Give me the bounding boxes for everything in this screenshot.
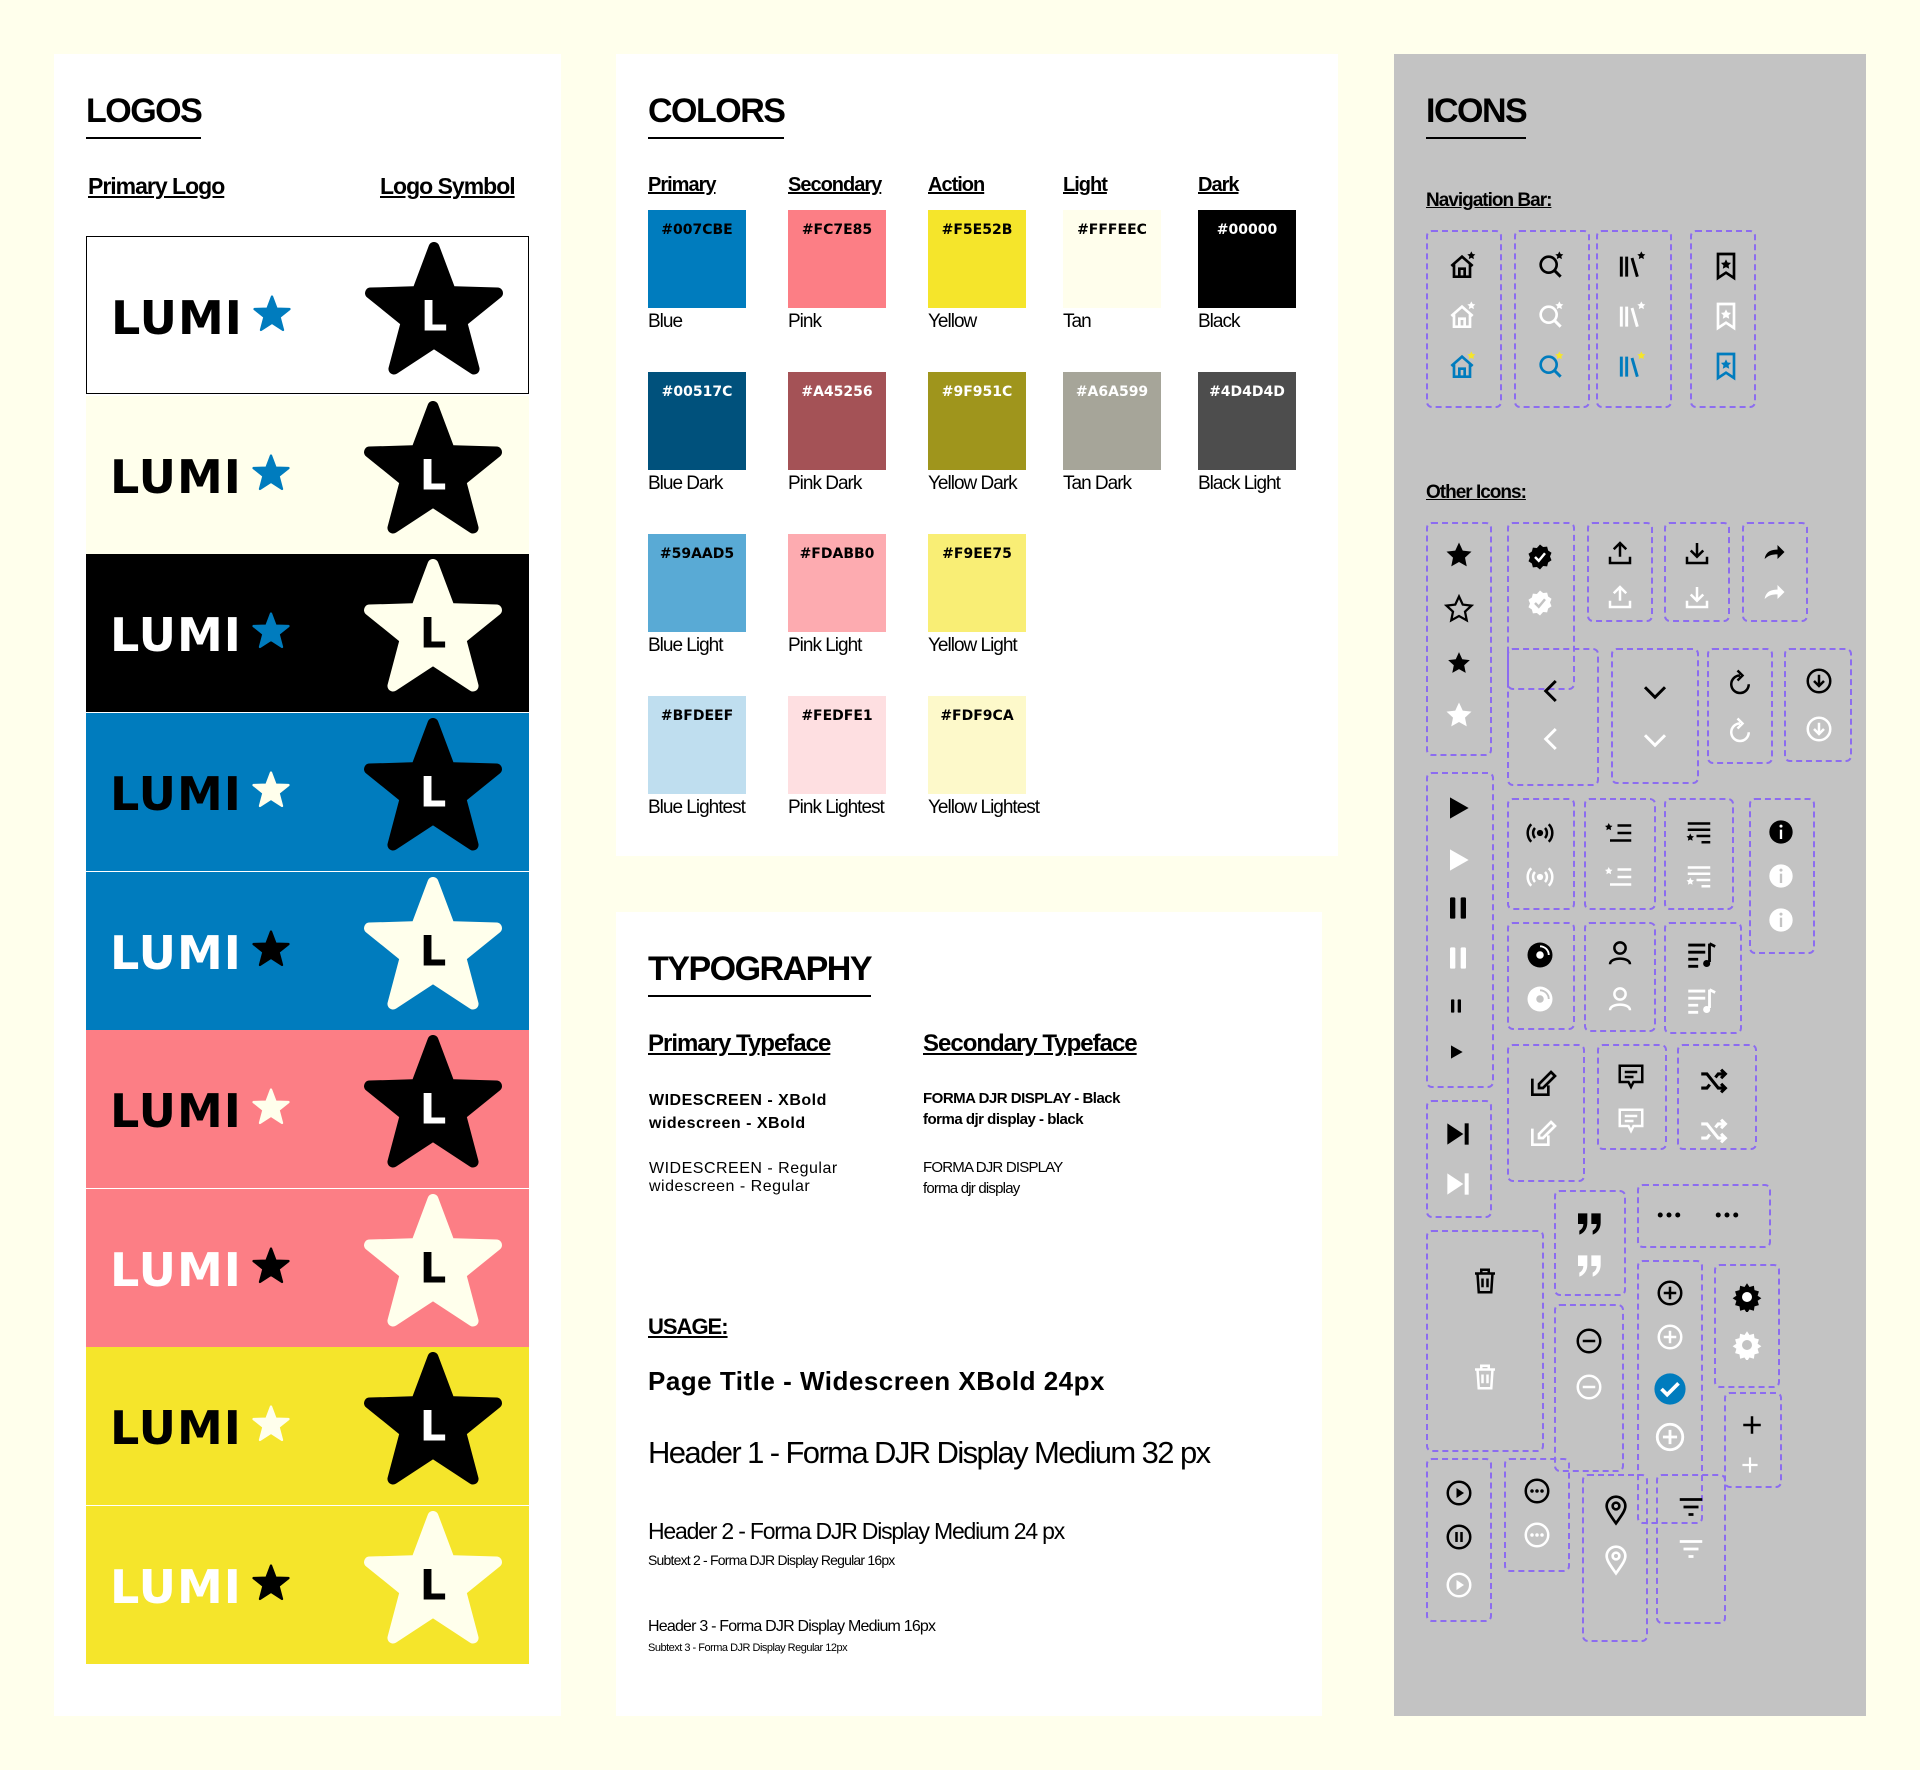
color-name-label: Blue Light [648, 635, 723, 656]
logo-symbol-star-icon [361, 877, 505, 1015]
usage-header3: Header 3 - Forma DJR Display Medium 16px [648, 1618, 936, 1635]
color-name-label: Yellow Dark [928, 473, 1017, 494]
color-name-label: Pink [788, 311, 821, 332]
secondary-black-upper: FORMA DJR DISPLAY - Black [923, 1090, 1120, 1107]
refresh-icon[interactable] [1725, 668, 1755, 698]
pause-circle-icon[interactable] [1444, 1522, 1474, 1552]
color-name-label: Blue Lightest [648, 797, 745, 818]
primary-logo-label: Primary Logo [88, 173, 225, 199]
icon-group-frame [1507, 1044, 1585, 1182]
settings-icon[interactable] [1732, 1282, 1762, 1312]
logo-symbol-star-icon [361, 1194, 505, 1332]
wordmark-star-icon [252, 454, 290, 492]
music-list-icon[interactable] [1684, 984, 1718, 1018]
logo-symbol-letter: L [419, 1085, 447, 1134]
color-name-label: Blue Dark [648, 473, 723, 494]
plus-circle-icon[interactable] [1653, 1420, 1687, 1454]
lumi-wordmark: LUMI [110, 767, 242, 821]
upload-icon[interactable] [1605, 538, 1635, 568]
info-icon[interactable] [1767, 818, 1795, 846]
icon-group-frame [1611, 648, 1699, 784]
color-hex-label: #FDF9CA [940, 708, 1014, 724]
search-icon[interactable] [1534, 300, 1566, 332]
chevron-down-icon[interactable] [1640, 676, 1670, 706]
pause-icon[interactable] [1442, 942, 1474, 974]
wordmark-star-icon [252, 1405, 290, 1443]
wordmark-star-icon [252, 612, 290, 650]
color-swatch [648, 210, 746, 308]
icon-group-frame [1584, 798, 1656, 910]
comment-icon[interactable] [1616, 1106, 1646, 1136]
usage-header2: Header 2 - Forma DJR Display Medium 24 px [648, 1518, 1065, 1544]
colors-title: COLORS [648, 92, 784, 139]
other-icons-label: Other Icons: [1426, 482, 1526, 503]
pause-icon[interactable] [1442, 892, 1474, 924]
broadcast-icon[interactable] [1525, 862, 1555, 892]
wordmark-star-icon [253, 295, 291, 333]
color-swatch [928, 210, 1026, 308]
color-swatch [788, 210, 886, 308]
bookmark-icon[interactable] [1710, 300, 1742, 332]
color-column-dark: Dark [1198, 174, 1239, 196]
filter-icon[interactable] [1676, 1492, 1706, 1522]
verified-badge-icon[interactable] [1525, 542, 1555, 572]
logos-title: LOGOS [86, 92, 201, 139]
secondary-regular-lower: forma djr display [923, 1180, 1020, 1197]
library-icon[interactable] [1616, 250, 1648, 282]
color-swatch [1063, 210, 1161, 308]
chevron-down-icon[interactable] [1640, 724, 1670, 754]
logo-symbol-letter: L [419, 927, 447, 976]
logo-symbol-star-icon [361, 718, 505, 856]
vinyl-icon[interactable] [1525, 984, 1555, 1014]
skip-next-icon[interactable] [1442, 1118, 1474, 1150]
usage-subtext2: Subtext 2 - Forma DJR Display Regular 16px [648, 1552, 895, 1568]
share-icon[interactable] [1760, 538, 1788, 566]
logo-variant-row [86, 1347, 529, 1505]
logo-variant-row [86, 1506, 529, 1664]
color-swatch [648, 696, 746, 794]
queue-add-icon[interactable] [1605, 818, 1635, 848]
play-icon[interactable] [1442, 844, 1474, 876]
icon-group-frame [1426, 1230, 1544, 1452]
search-icon[interactable] [1534, 250, 1566, 282]
home-icon[interactable] [1446, 250, 1478, 282]
color-hex-label: #F9EE75 [942, 546, 1012, 562]
more-icon[interactable] [1712, 1200, 1742, 1230]
trash-icon[interactable] [1470, 1362, 1500, 1392]
verified-badge-icon[interactable] [1525, 588, 1555, 618]
primary-regular-upper: WIDESCREEN - Regular [649, 1160, 838, 1177]
secondary-black-lower: forma djr display - black [923, 1111, 1084, 1128]
logo-variant-row [86, 1030, 529, 1188]
color-swatch [648, 534, 746, 632]
color-swatch [788, 696, 886, 794]
vinyl-icon[interactable] [1525, 940, 1555, 970]
trash-icon[interactable] [1470, 1266, 1500, 1296]
primary-bold-upper: WIDESCREEN - XBold [649, 1092, 827, 1109]
typography-title: TYPOGRAPHY [648, 950, 871, 997]
color-hex-label: #FFFEEC [1077, 222, 1147, 238]
share-icon[interactable] [1760, 578, 1788, 606]
logo-symbol-star-icon [361, 1352, 505, 1490]
color-hex-label: #00517C [661, 384, 733, 400]
star-icon[interactable] [1446, 650, 1472, 676]
broadcast-icon[interactable] [1525, 818, 1555, 848]
star-icon[interactable] [1444, 700, 1474, 730]
color-hex-label: #9F951C [941, 384, 1013, 400]
color-hex-label: #BFDEEF [660, 708, 734, 724]
wordmark-star-icon [252, 1088, 290, 1126]
play-circle-icon[interactable] [1444, 1570, 1474, 1600]
playlist-star-icon[interactable] [1684, 816, 1714, 846]
color-swatch [928, 372, 1026, 470]
logo-variant-row [86, 236, 529, 394]
library-icon[interactable] [1616, 350, 1648, 382]
color-name-label: Black Light [1198, 473, 1280, 494]
logo-symbol-letter: L [419, 609, 447, 658]
lumi-wordmark: LUMI [110, 1560, 242, 1614]
chevron-left-icon[interactable] [1537, 676, 1567, 706]
more-icon[interactable] [1654, 1200, 1684, 1230]
color-name-label: Pink Lightest [788, 797, 884, 818]
color-column-primary: Primary [648, 174, 716, 196]
color-hex-label: #FC7E85 [801, 222, 873, 238]
color-hex-label: #00000 [1216, 222, 1278, 238]
icon-group-frame [1707, 648, 1773, 764]
chevron-left-icon[interactable] [1537, 724, 1567, 754]
logo-variant-row [86, 396, 529, 554]
color-swatch [1063, 372, 1161, 470]
lumi-wordmark: LUMI [110, 450, 242, 504]
color-swatch [1198, 210, 1296, 308]
download-circle-icon[interactable] [1804, 714, 1834, 744]
color-hex-label: #A6A599 [1075, 384, 1149, 400]
color-name-label: Pink Dark [788, 473, 862, 494]
icon-group-frame [1742, 522, 1808, 622]
star-icon[interactable] [1444, 540, 1474, 570]
location-icon[interactable] [1600, 1544, 1632, 1576]
logo-symbol-letter: L [419, 1244, 447, 1293]
edit-icon[interactable] [1527, 1068, 1559, 1100]
logo-symbol-star-icon [361, 401, 505, 539]
color-swatch [788, 534, 886, 632]
info-icon[interactable] [1767, 906, 1795, 934]
star-outline-icon[interactable] [1444, 594, 1474, 624]
minus-circle-icon[interactable] [1574, 1326, 1604, 1356]
color-hex-label: #A45256 [801, 384, 873, 400]
color-name-label: Tan Dark [1063, 473, 1132, 494]
color-swatch [928, 696, 1026, 794]
icon-group-frame [1507, 798, 1575, 910]
user-icon[interactable] [1605, 984, 1635, 1014]
location-icon[interactable] [1600, 1494, 1632, 1526]
refresh-icon[interactable] [1725, 716, 1755, 746]
color-column-light: Light [1063, 174, 1107, 196]
play-icon[interactable] [1446, 1042, 1466, 1062]
lumi-wordmark: LUMI [110, 608, 242, 662]
usage-page-title: Page Title - Widescreen XBold 24px [648, 1366, 1105, 1396]
play-icon[interactable] [1442, 792, 1474, 824]
primary-regular-lower: widescreen - Regular [649, 1178, 811, 1195]
library-icon[interactable] [1616, 300, 1648, 332]
user-icon[interactable] [1605, 938, 1635, 968]
color-swatch [648, 372, 746, 470]
play-circle-icon[interactable] [1444, 1478, 1474, 1508]
settings-icon[interactable] [1732, 1330, 1762, 1360]
logo-variant-row [86, 872, 529, 1030]
logo-symbol-star-icon [362, 242, 506, 380]
more-circle-icon[interactable] [1522, 1520, 1552, 1550]
color-swatch [788, 372, 886, 470]
color-hex-label: #F5E52B [941, 222, 1013, 238]
lumi-wordmark: LUMI [110, 1243, 242, 1297]
wordmark-star-icon [252, 930, 290, 968]
playlist-star-icon[interactable] [1684, 860, 1714, 890]
logo-symbol-letter: L [419, 451, 447, 500]
download-icon[interactable] [1682, 582, 1712, 612]
filter-icon[interactable] [1676, 1534, 1706, 1564]
quote-icon[interactable] [1574, 1208, 1606, 1240]
secondary-typeface-label: Secondary Typeface [923, 1030, 1137, 1057]
color-hex-label: #FDABB0 [799, 546, 875, 562]
home-icon[interactable] [1446, 300, 1478, 332]
color-hex-label: #59AAD5 [659, 546, 735, 562]
color-column-action: Action [928, 174, 985, 196]
lumi-wordmark: LUMI [110, 926, 242, 980]
plus-circle-icon[interactable] [1655, 1322, 1685, 1352]
wordmark-star-icon [252, 1247, 290, 1285]
comment-icon[interactable] [1616, 1062, 1646, 1092]
shuffle-icon[interactable] [1697, 1114, 1731, 1148]
logo-symbol-letter: L [419, 1561, 447, 1610]
search-icon[interactable] [1534, 350, 1566, 382]
edit-icon[interactable] [1527, 1118, 1559, 1150]
check-circle-icon[interactable] [1653, 1372, 1687, 1406]
logo-symbol-letter: L [420, 292, 448, 341]
queue-add-icon[interactable] [1605, 862, 1635, 892]
logo-symbol-star-icon [361, 1035, 505, 1173]
logo-variant-row [86, 713, 529, 871]
quote-icon[interactable] [1574, 1250, 1606, 1282]
color-name-label: Pink Light [788, 635, 862, 656]
bookmark-icon[interactable] [1710, 250, 1742, 282]
shuffle-icon[interactable] [1697, 1064, 1731, 1098]
color-name-label: Yellow Light [928, 635, 1017, 656]
logo-symbol-letter: L [419, 1402, 447, 1451]
more-circle-icon[interactable] [1522, 1476, 1552, 1506]
wordmark-star-icon [252, 771, 290, 809]
primary-typeface-label: Primary Typeface [648, 1030, 831, 1057]
plus-icon[interactable] [1737, 1452, 1763, 1478]
plus-icon[interactable] [1737, 1410, 1767, 1440]
usage-subtext3: Subtext 3 - Forma DJR Display Regular 12px [648, 1642, 848, 1654]
download-icon[interactable] [1682, 538, 1712, 568]
color-swatch [928, 534, 1026, 632]
upload-icon[interactable] [1605, 582, 1635, 612]
download-circle-icon[interactable] [1804, 666, 1834, 696]
icon-group-frame [1507, 648, 1599, 786]
color-name-label: Tan [1063, 311, 1091, 332]
info-icon[interactable] [1767, 862, 1795, 890]
color-hex-label: #4D4D4D [1209, 384, 1285, 400]
color-swatch [1198, 372, 1296, 470]
usage-label: USAGE: [648, 1314, 728, 1339]
minus-circle-icon[interactable] [1574, 1372, 1604, 1402]
secondary-regular-upper: FORMA DJR DISPLAY [923, 1159, 1063, 1176]
skip-next-icon[interactable] [1442, 1168, 1474, 1200]
home-icon[interactable] [1446, 350, 1478, 382]
logo-variant-row [86, 554, 529, 712]
logo-symbol-star-icon [361, 1511, 505, 1649]
logo-symbol-star-icon [361, 559, 505, 697]
color-hex-label: #007CBE [661, 222, 733, 238]
color-name-label: Yellow [928, 311, 977, 332]
plus-circle-icon[interactable] [1655, 1278, 1685, 1308]
color-name-label: Blue [648, 311, 683, 332]
bookmark-icon[interactable] [1710, 350, 1742, 382]
color-name-label: Black [1198, 311, 1240, 332]
wordmark-star-icon [252, 1564, 290, 1602]
primary-bold-lower: widescreen - XBold [649, 1115, 806, 1132]
icons-title: ICONS [1426, 92, 1526, 139]
navigation-bar-label: Navigation Bar: [1426, 190, 1552, 211]
pause-icon[interactable] [1446, 996, 1466, 1016]
color-name-label: Yellow Lightest [928, 797, 1040, 818]
lumi-wordmark: LUMI [110, 1084, 242, 1138]
lumi-wordmark: LUMI [111, 291, 243, 345]
color-column-secondary: Secondary [788, 174, 882, 196]
icons-panel [1394, 54, 1866, 1716]
usage-header1: Header 1 - Forma DJR Display Medium 32 px [648, 1435, 1210, 1470]
lumi-wordmark: LUMI [110, 1401, 242, 1455]
typography-panel [616, 912, 1322, 1716]
icon-group-frame [1664, 798, 1734, 910]
music-list-icon[interactable] [1684, 938, 1718, 972]
logo-variant-row [86, 1189, 529, 1347]
logo-symbol-letter: L [419, 768, 447, 817]
logo-symbol-label: Logo Symbol [380, 173, 515, 199]
color-hex-label: #FEDFE1 [801, 708, 873, 724]
